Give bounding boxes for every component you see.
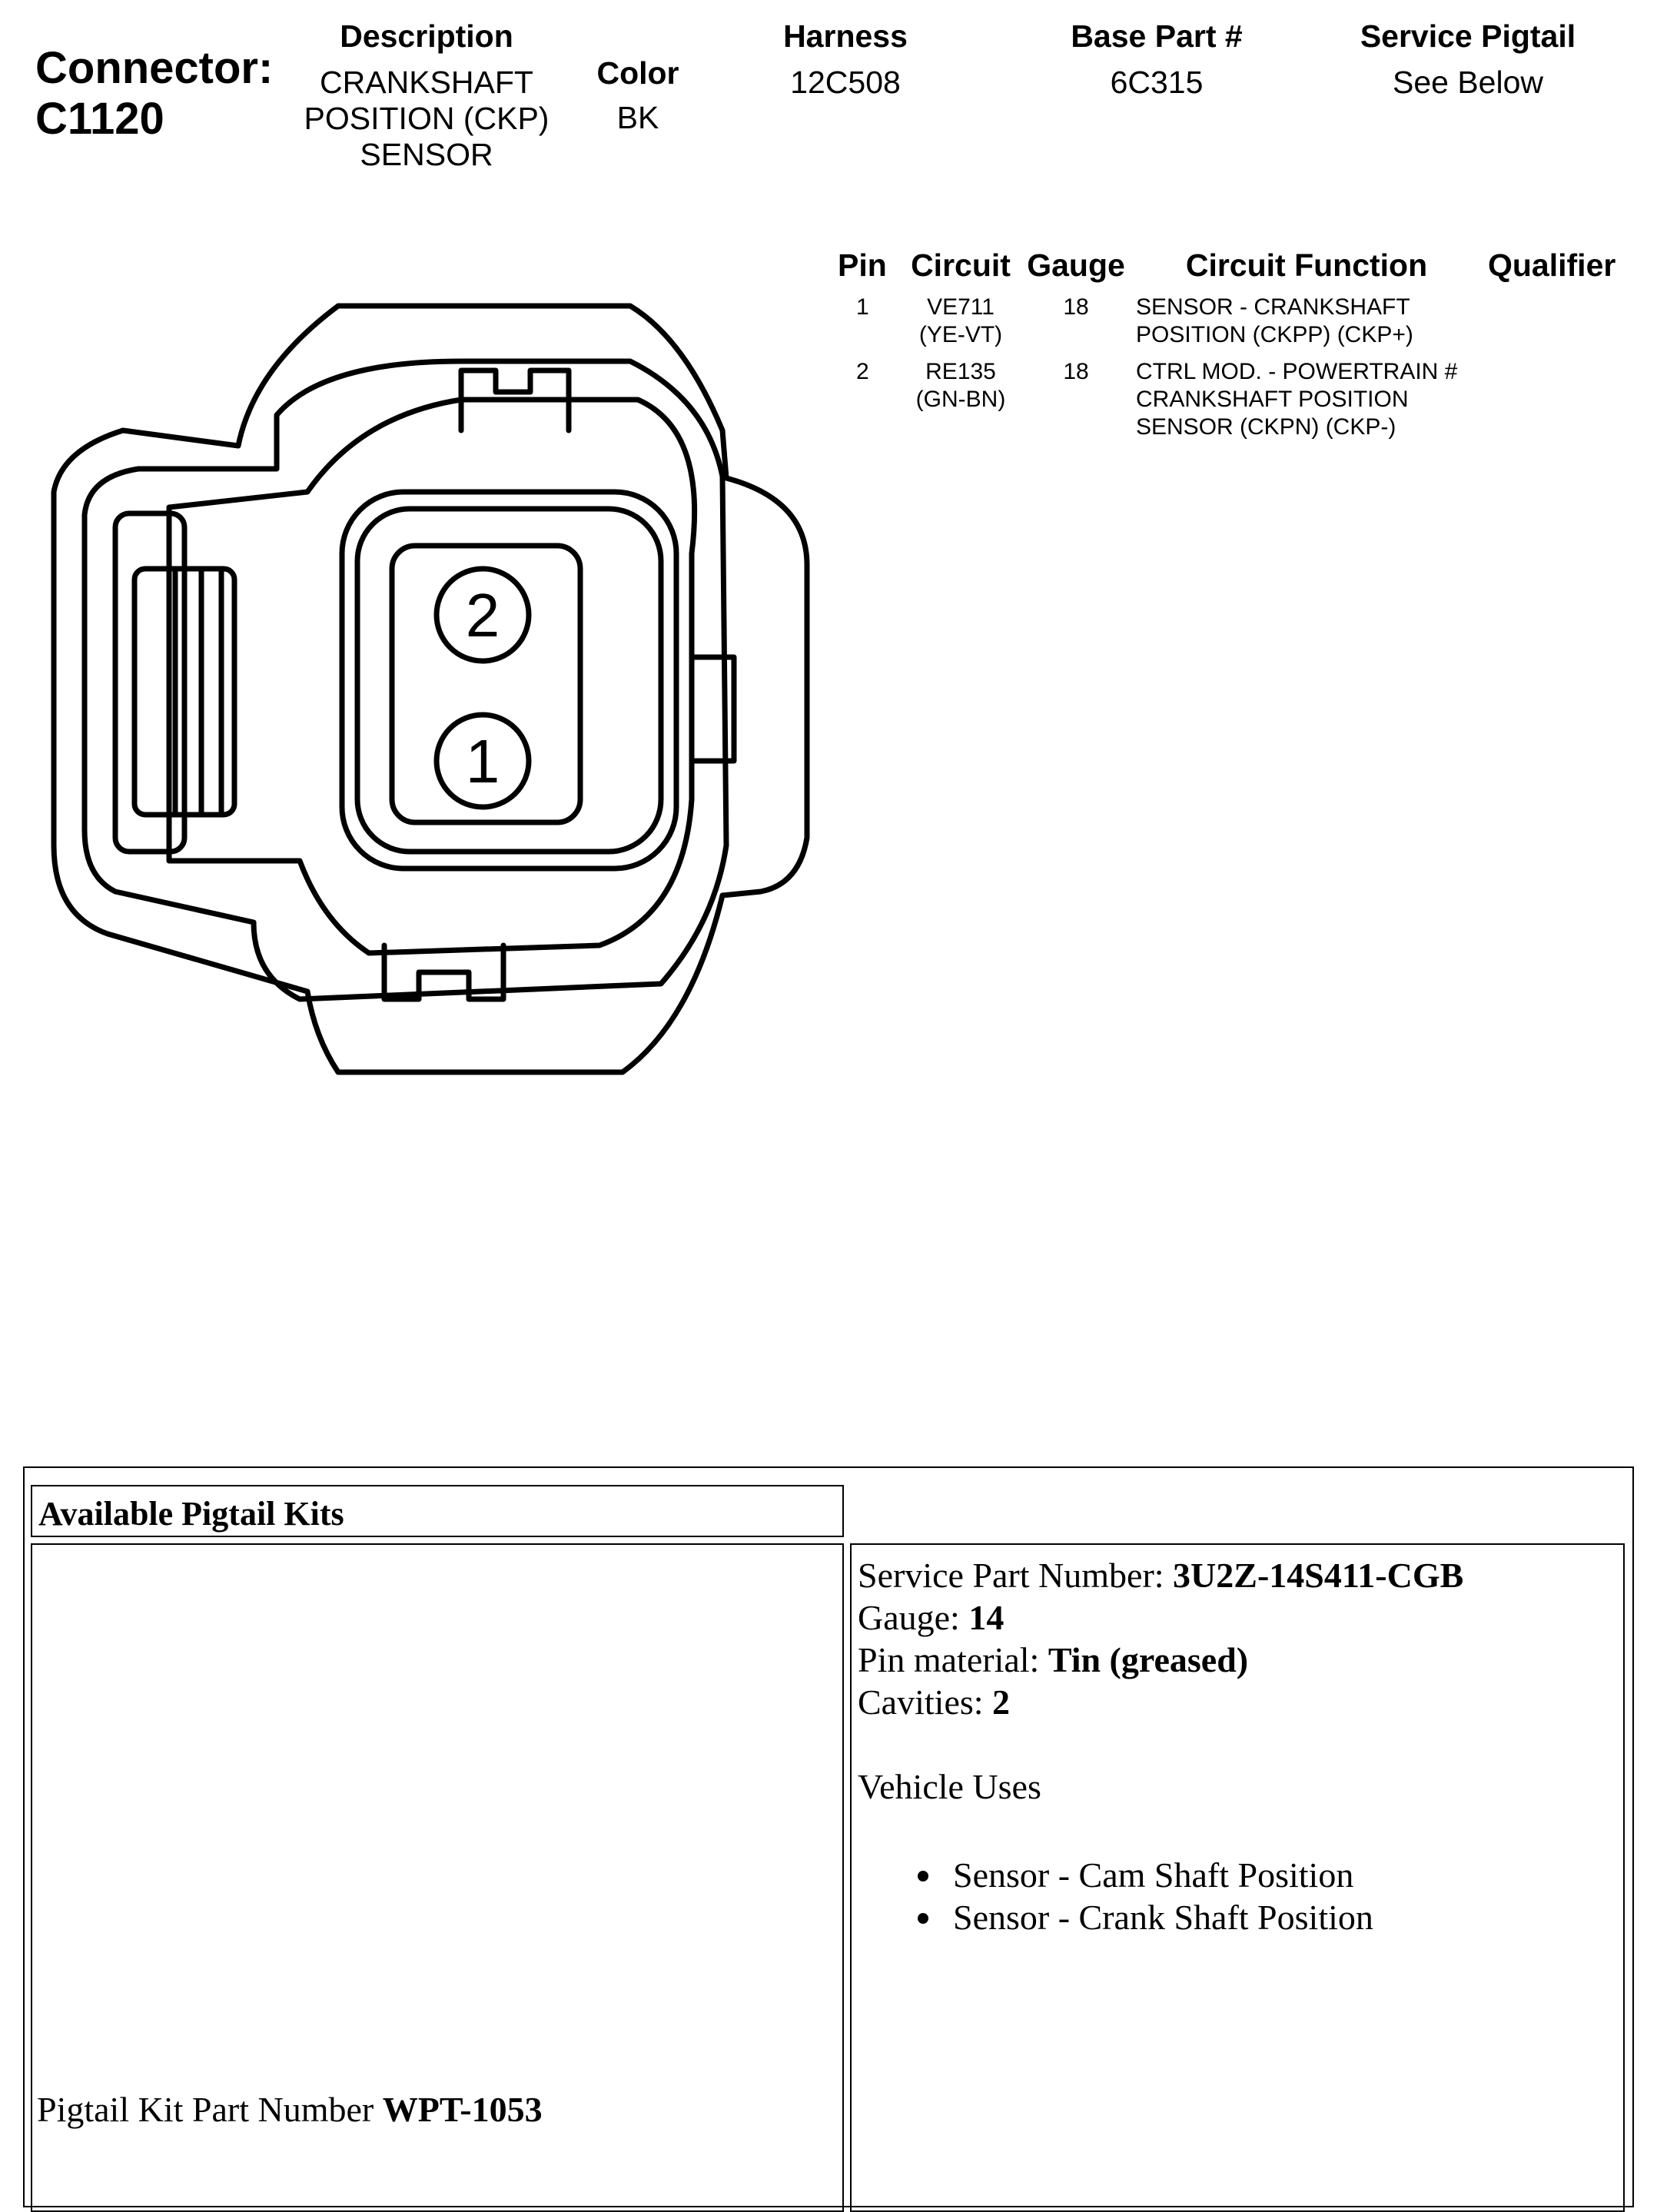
pigtail-title: Available Pigtail Kits [38,1495,344,1533]
gauge-label: Gauge: [858,1598,969,1637]
qualifier-column-header: Qualifier [1488,247,1616,283]
pin-2-label: 2 [465,581,500,649]
pigtail-image-cell [31,1543,844,2212]
function-line-2-1: CTRL MOD. - POWERTRAIN # [1136,359,1458,384]
pin-material-value: Tin (greased) [1048,1640,1249,1679]
list-item: Sensor - Crank Shaft Position [858,1896,1617,1938]
pin-1-label: 1 [465,727,500,795]
pigtail-details-cell [850,1543,1625,2212]
connector-face-diagram [0,0,845,1091]
description-line-3: SENSOR [360,137,493,172]
pin-number-2: 2 [856,359,869,384]
housing-inner-outline [85,361,726,999]
harness-value: 12C508 [790,65,901,100]
function-line-1-1: SENSOR - CRANKSHAFT [1136,294,1410,320]
description-line-1: CRANKSHAFT [320,65,533,100]
service-pigtail-value: See Below [1392,65,1543,100]
pigtail-kits-panel [23,1466,1634,2207]
service-pigtail-header: Service Pigtail [1360,18,1576,54]
description-header: Description [340,18,513,54]
service-part-label: Service Part Number: [858,1556,1174,1595]
circuit-cell-1 [899,294,1022,349]
bullet-icon [918,1913,928,1924]
color-header: Color [596,55,679,91]
gauge-line [858,1596,1617,1639]
pin-column-header: Pin [838,247,887,283]
cavities-line [858,1681,1617,1723]
color-value: BK [616,100,659,135]
circuit-cell-2 [899,358,1022,414]
gauge-column-header: Gauge [1027,247,1125,283]
base-part-value: 6C315 [1110,65,1204,100]
gauge-cell-1: 18 [1063,294,1089,320]
bullet-icon [918,1871,928,1882]
pin-number-1: 1 [856,294,869,320]
function-cell-2 [1136,358,1457,441]
connector-label: Connector: [35,43,274,93]
circuit-code-2: RE135 [925,359,996,384]
kit-part-number [37,2088,543,2131]
service-part-value: 3U2Z-14S411-CGB [1173,1556,1464,1595]
function-line-2-2: CRANKSHAFT POSITION [1136,387,1409,412]
pin-material-label: Pin material: [858,1640,1048,1679]
connector-id: C1120 [35,94,164,144]
cavities-label: Cavities: [858,1682,993,1722]
kit-part-label: Pigtail Kit Part Number [37,2090,383,2129]
pigtail-title-cell [31,1485,844,1537]
list-item: Sensor - Cam Shaft Position [858,1854,1617,1896]
function-column-header: Circuit Function [1185,247,1428,283]
harness-header: Harness [783,18,908,54]
function-cell-1 [1136,294,1413,349]
base-part-header: Base Part # [1071,18,1243,54]
circuit-color-2: (GN-BN) [915,387,1006,412]
service-part-number [858,1554,1617,1596]
kit-part-value: WPT-1053 [382,2090,543,2129]
cavities-value: 2 [992,1682,1011,1722]
description-line-2: POSITION (CKP) [304,101,550,136]
function-line-2-3: SENSOR (CKPN) (CKP-) [1136,414,1396,440]
circuit-color-1: (YE-VT) [918,322,1003,347]
vehicle-uses-list [858,1854,1617,1938]
pin-material-line [858,1639,1617,1681]
function-line-1-2: POSITION (CKPP) (CKP+) [1136,322,1413,347]
gauge-value: 14 [968,1598,1004,1637]
vehicle-uses-heading: Vehicle Uses [858,1767,1041,1806]
circuit-column-header: Circuit [911,247,1011,283]
circuit-code-1: VE711 [927,294,995,320]
gauge-cell-2: 18 [1063,359,1089,384]
